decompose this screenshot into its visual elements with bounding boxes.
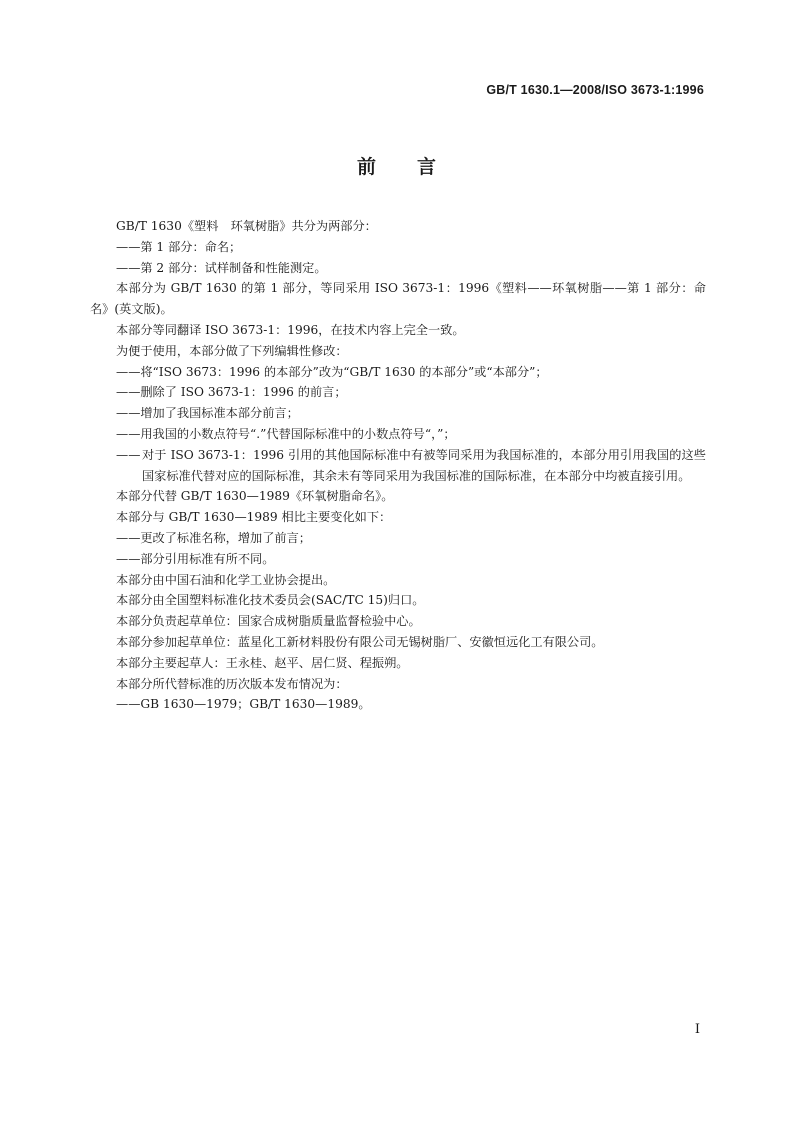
list-item-change-2: ——删除了 ISO 3673-1：1996 的前言；	[116, 385, 347, 400]
list-item-part-1: ——第 1 部分：命名；	[116, 239, 242, 254]
list-item-change-3: ——增加了我国标准本部分前言；	[116, 406, 299, 421]
paragraph-participating-units: 本部分参加起草单位：蓝星化工新材料股份有限公司无锡树脂厂、安徽恒远化工有限公司。	[116, 634, 604, 649]
list-item-change-4: ——用我国的小数点符号“.”代替国际标准中的小数点符号“，”；	[116, 426, 456, 441]
list-item-history: ——GB 1630—1979；GB/T 1630—1989。	[116, 697, 371, 712]
list-item-change-5	[90, 445, 706, 487]
paragraph-drafting-unit: 本部分负责起草单位：国家合成树脂质量监督检验中心。	[116, 614, 421, 629]
paragraph-drafters: 本部分主要起草人：王永桂、赵平、居仁贤、程振朔。	[116, 655, 409, 670]
paragraph-proposed-by: 本部分由中国石油和化学工业协会提出。	[116, 572, 336, 587]
page-title: 前 言	[356, 156, 437, 178]
paragraph-history: 本部分所代替标准的历次版本发布情况为：	[116, 676, 348, 691]
paragraph-adoption: 本部分为 GB/T 1630 的第 1 部分，等同采用 ISO 3673-1：1996《塑料——环氧树脂——第 1 部分：命名》(英文版)。	[90, 281, 706, 317]
paragraph-translation: 本部分等同翻译 ISO 3673-1：1996，在技术内容上完全一致。	[116, 322, 465, 337]
paragraph-replaces: 本部分代替 GB/T 1630—1989《环氧树脂命名》。	[116, 489, 394, 504]
list-item-change-1: ——将“ISO 3673：1996 的本部分”改为“GB/T 1630 的本部分”或“本部分”；	[116, 364, 548, 379]
paragraph-1: GB/T 1630《塑料 环氧树脂》共分为两部分：	[116, 219, 377, 233]
list-item-main-change-2: ——部分引用标准有所不同。	[116, 551, 275, 566]
paragraph-centralized-by: 本部分由全国塑料标准化技术委员会(SAC/TC 15)归口。	[116, 593, 425, 608]
list-item-change-5-text: 对于 ISO 3673-1：1996 引用的其他国际标准中有被等同采用为我国标准的，本部分用引用我国的这些国家标准代替对应的国际标准，其余未有等同采用为我国标准的国际标准，在本部分中均被直接引用。	[142, 447, 706, 483]
list-item-part-2: ——第 2 部分：试样制备和性能测定。	[116, 260, 327, 275]
standard-code-header: GB/T 1630.1—2008/ISO 3673-1:1996	[486, 83, 704, 97]
list-dash: ——	[116, 447, 141, 462]
list-item-main-change-1: ——更改了标准名称，增加了前言；	[116, 530, 311, 545]
page-number: I	[694, 1022, 700, 1037]
foreword-content	[90, 216, 706, 715]
paragraph-main-changes: 本部分与 GB/T 1630—1989 相比主要变化如下：	[116, 510, 392, 525]
paragraph-editorial-changes: 为便于使用，本部分做了下列编辑性修改：	[116, 343, 348, 358]
